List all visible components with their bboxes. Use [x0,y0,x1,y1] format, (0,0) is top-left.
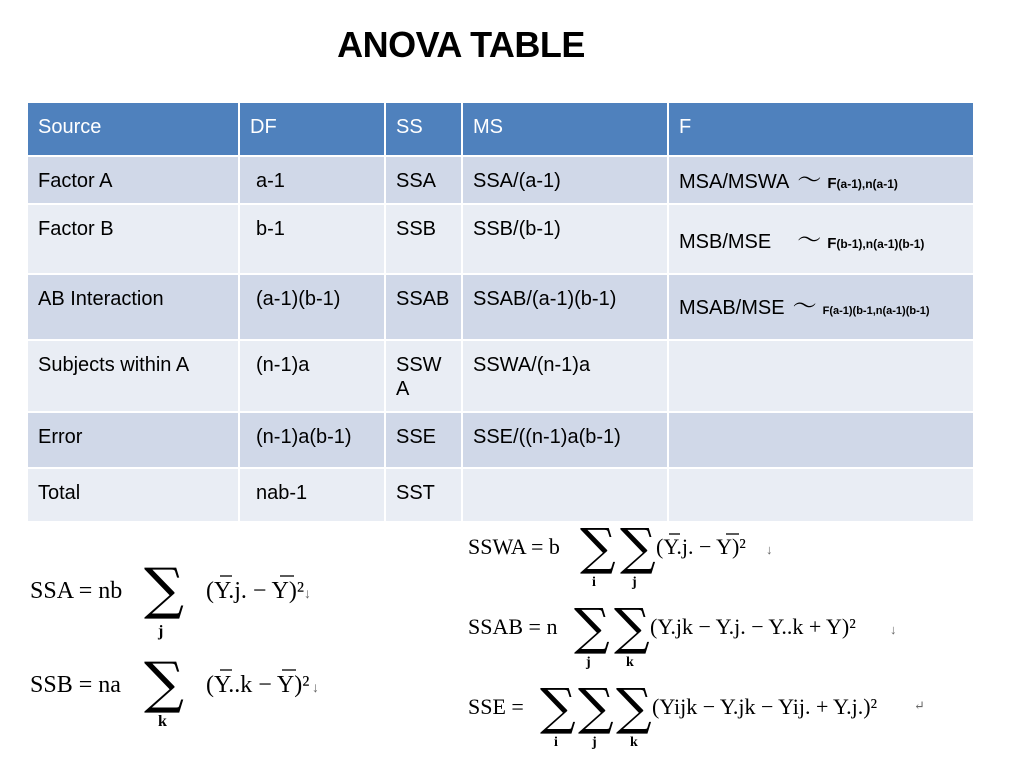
cell-source: Factor A [27,156,239,204]
cell-source: AB Interaction [27,274,239,340]
header-f: F [668,102,974,156]
formula-sswa-graphic [466,520,786,590]
f-degrees-of-freedom: (a-1),n(a-1) [836,177,898,191]
tilde-symbol: ～ [792,293,817,320]
f-ratio: MSB/MSE [679,231,772,253]
cell-ms: SSB/(b-1) [462,204,668,274]
summation-index: j [586,655,591,670]
cell-ss: SSW A [385,340,462,412]
summation-index: j [632,575,637,590]
summation-icon: ∑ [580,520,616,576]
tilde-symbol: ～ [797,227,822,254]
table-row [27,412,974,468]
formula-body: (Y.j. − Y)² [206,578,305,604]
formula-ssa [28,560,318,640]
table-row [27,156,974,204]
formula-lhs: SSE = [468,694,524,719]
return-arrow-icon: ↓ [890,622,897,637]
formula-sswa [466,520,786,590]
cell-df: (a-1)(b-1) [239,274,385,340]
cell-ms: SSAB/(a-1)(b-1) [462,274,668,340]
cell-ms: SSE/((n-1)a(b-1) [462,412,668,468]
cell-df: b-1 [239,204,385,274]
table-row [27,274,974,340]
f-distribution: F [827,235,837,252]
cell-source: Error [27,412,239,468]
summation-index: k [626,655,634,670]
f-ratio: MSAB/MSE [679,297,785,319]
formula-lhs: SSWA = b [468,534,560,559]
formula-lhs: SSB = na [30,672,121,698]
cell-df: a-1 [239,156,385,204]
f-degrees-of-freedom: (b-1),n(a-1)(b-1) [836,237,925,251]
table-row [27,468,974,522]
cell-ss: SSA [385,156,462,204]
cell-f [668,412,974,468]
summation-index: i [554,735,558,750]
header-ss: SS [385,102,462,156]
cell-source: Subjects within A [27,340,239,412]
anova-table [26,101,975,523]
tilde-symbol: ～ [797,167,822,194]
f-degrees-of-freedom: (a-1)(b-1,n(a-1)(b-1) [829,305,930,317]
formula-body: (Y.j. − Y)² [656,534,746,559]
cell-df: (n-1)a [239,340,385,412]
table-row [27,340,974,412]
summation-icon: ∑ [620,520,656,576]
summation-icon: ∑ [144,651,184,716]
cell-f [668,468,974,522]
summation-index: i [592,575,596,590]
cell-df: nab-1 [239,468,385,522]
summation-icon: ∑ [144,560,184,622]
header-source: Source [27,102,239,156]
formula-lhs: SSA = nb [30,578,123,604]
page-title: ANOVA TABLE [337,24,585,65]
summation-index: j [592,735,597,750]
formula-ssa-graphic [28,560,318,640]
cell-source: Total [27,468,239,522]
cell-ss: SSB [385,204,462,274]
table-header-row [27,102,974,156]
summation-index: k [630,735,638,750]
summation-icon: ∑ [540,678,576,736]
formula-sse-graphic [466,678,966,750]
cell-ms [462,468,668,522]
summation-icon: ∑ [614,600,650,656]
formula-ssab-graphic [466,600,906,670]
f-distribution: F [827,175,837,192]
cell-ms: SSA/(a-1) [462,156,668,204]
return-arrow-icon: ↓ [312,681,319,696]
header-ms: MS [462,102,668,156]
cell-ss: SST [385,468,462,522]
formula-body: (Y.jk − Y.j. − Y..k + Y)² [650,614,856,639]
formula-ssb [28,648,328,728]
cell-f [668,274,974,340]
return-arrow-icon: ↓ [304,587,311,602]
summation-icon: ∑ [578,678,614,736]
cell-ss: SSAB [385,274,462,340]
cell-ms: SSWA/(n-1)a [462,340,668,412]
header-df: DF [239,102,385,156]
cell-source: Factor B [27,204,239,274]
summation-index: j [158,623,164,640]
cell-f [668,156,974,204]
summation-icon: ∑ [574,600,610,656]
return-arrow-icon: ↵ [914,698,925,713]
formula-ssb-graphic [28,648,328,728]
formula-body: (Y..k − Y)² [206,672,310,698]
cell-f [668,340,974,412]
table-row [27,204,974,274]
summation-icon: ∑ [616,678,652,736]
cell-ss: SSE [385,412,462,468]
return-arrow-icon: ↓ [766,542,773,557]
f-distribution: F [822,305,830,317]
cell-f [668,204,974,274]
cell-df: (n-1)a(b-1) [239,412,385,468]
summation-index: k [158,713,167,728]
formula-sse [466,678,966,750]
formula-ssab [466,600,906,670]
f-ratio: MSA/MSWA [679,171,790,193]
formula-lhs: SSAB = n [468,614,558,639]
formula-body: (Yijk − Y.jk − Yij. + Y.j.)² [652,694,878,719]
